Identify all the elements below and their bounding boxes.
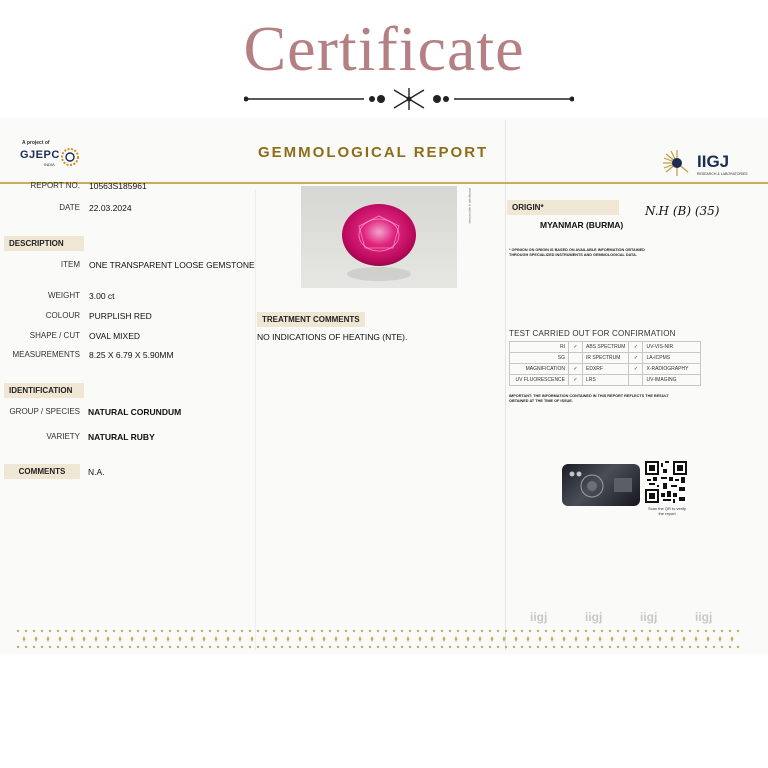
iigj-burst-icon xyxy=(662,148,692,178)
handwritten-note: N.H (B) (35) xyxy=(645,204,720,218)
check-icon: ✓ xyxy=(569,375,583,386)
origin-note: * OPINION ON ORIGIN IS BASED ON AVAILABLE INFORMATION OBTAINED THROUGH SPECIALIZED INSTRUMENTS AND GEMMOLOGICAL DATA. xyxy=(509,248,645,257)
shape-cut-value: OVAL MIXED xyxy=(89,331,141,341)
flourish-ornament xyxy=(244,86,574,112)
date-label: DATE xyxy=(59,203,80,212)
fold-line xyxy=(505,120,506,650)
weight-value: 3.00 ct xyxy=(89,291,115,301)
check-icon: ✓ xyxy=(629,364,643,375)
origin-heading: ORIGIN* xyxy=(507,200,619,215)
group-species-label: GROUP / SPECIES xyxy=(9,407,80,416)
hologram-seal xyxy=(562,464,640,506)
treatment-value: NO INDICATIONS OF HEATING (NTE). xyxy=(257,332,408,342)
iigj-watermark: iigj xyxy=(695,610,713,624)
test-cell: RI xyxy=(510,342,569,353)
weight-label: WEIGHT xyxy=(48,291,80,300)
check-icon: ✓ xyxy=(569,364,583,375)
test-cell: MAGNIFICATION xyxy=(510,364,569,375)
comments-heading: COMMENTS xyxy=(4,464,80,479)
test-cell: ABS SPECTRUM xyxy=(583,342,629,353)
check-icon xyxy=(569,353,583,364)
gjepc-tagline: A project of xyxy=(22,140,50,146)
shape-cut-label: SHAPE / CUT xyxy=(29,331,80,340)
test-cell: UV FLUORESCENCE xyxy=(510,375,569,386)
measurements-label: MEASUREMENTS xyxy=(12,350,80,359)
iigj-logo-text: IIGJ xyxy=(697,152,730,171)
decorative-border xyxy=(14,627,742,653)
table-row xyxy=(510,353,701,364)
colour-label: COLOUR xyxy=(45,311,80,320)
table-row xyxy=(510,342,701,353)
test-cell: X-RADIOGRAPHY xyxy=(643,364,701,375)
test-cell: IR SPECTRUM xyxy=(583,353,629,364)
iigj-subtitle: RESEARCH & LABORATORIES xyxy=(697,172,748,176)
ruby-gem-icon xyxy=(301,186,457,288)
hologram-emblem-icon xyxy=(562,464,640,506)
test-cell: LRS xyxy=(583,375,629,386)
identification-heading: IDENTIFICATION xyxy=(4,383,84,398)
check-icon: ✓ xyxy=(629,342,643,353)
gemstone-photo xyxy=(301,186,457,288)
important-note: IMPORTANT: THE INFORMATION CONTAINED IN THIS REPORT REFLECTS THE RESULT OBTAINED AT THE TIME OF ISSUE. xyxy=(509,394,669,403)
variety-label: VARIETY xyxy=(46,432,80,441)
treatment-heading: TREATMENT COMMENTS xyxy=(257,312,365,327)
date-value: 22.03.2024 xyxy=(89,203,132,213)
comments-value: N.A. xyxy=(88,467,105,477)
check-icon: ✓ xyxy=(629,353,643,364)
iigj-watermark: iigj xyxy=(640,610,658,624)
gjepc-india-text: INDIA xyxy=(44,162,55,167)
item-value: ONE TRANSPARENT LOOSE GEMSTONE xyxy=(89,260,255,270)
fold-line xyxy=(255,190,256,650)
table-row xyxy=(510,364,701,375)
test-cell: SG xyxy=(510,353,569,364)
photo-side-note: photograph is approximate xyxy=(468,188,472,224)
item-label: ITEM xyxy=(60,260,80,269)
colour-value: PURPLISH RED xyxy=(89,311,152,321)
test-cell: LA-ICPMS xyxy=(643,353,701,364)
check-icon xyxy=(629,375,643,386)
tests-table xyxy=(509,341,701,386)
page-title: Certificate xyxy=(243,13,525,84)
test-cell: UV-VIS-NIR xyxy=(643,342,701,353)
test-cell: EDXRF xyxy=(583,364,629,375)
report-no-value: 10563S185961 xyxy=(89,181,147,191)
qr-code[interactable] xyxy=(645,461,687,503)
report-no-label: REPORT NO. xyxy=(30,181,80,190)
measurements-value: 8.25 X 6.79 X 5.90MM xyxy=(89,350,174,360)
qr-caption: Scan the QR to verify the report xyxy=(647,506,686,516)
origin-value: MYANMAR (BURMA) xyxy=(540,220,624,230)
tests-title: TEST CARRIED OUT FOR CONFIRMATION xyxy=(509,329,676,338)
gjepc-logo-text: GJEPC xyxy=(20,149,60,161)
variety-value: NATURAL RUBY xyxy=(88,432,155,442)
description-heading: DESCRIPTION xyxy=(4,236,84,251)
iigj-watermark: iigj xyxy=(585,610,603,624)
report-title: GEMMOLOGICAL REPORT xyxy=(258,144,489,161)
test-cell: UV-IMAGING xyxy=(643,375,701,386)
table-row xyxy=(510,375,701,386)
group-species-value: NATURAL CORUNDUM xyxy=(88,407,182,417)
iigj-watermark: iigj xyxy=(530,610,548,624)
check-icon: ✓ xyxy=(569,342,583,353)
gjepc-emblem-icon xyxy=(60,147,80,167)
